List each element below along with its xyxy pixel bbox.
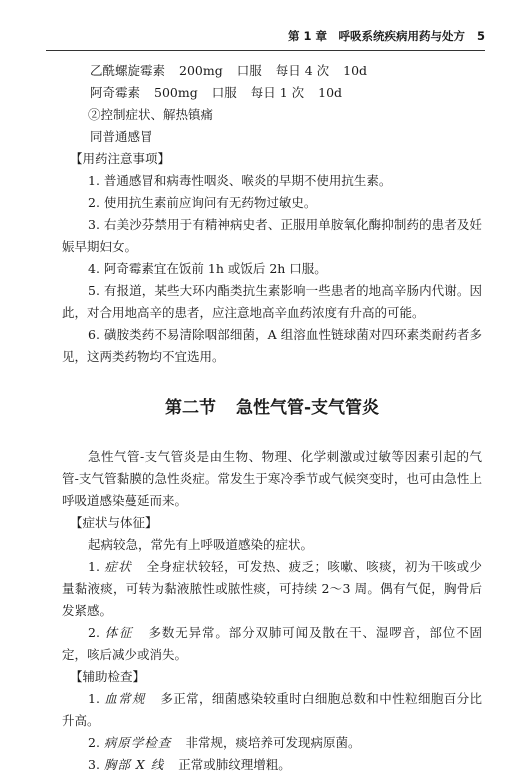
item-number: 1. bbox=[88, 559, 100, 574]
symptom-item bbox=[62, 556, 482, 622]
notes-heading: 【用药注意事项】 bbox=[70, 151, 171, 166]
exam-item bbox=[62, 732, 482, 754]
running-header bbox=[288, 28, 485, 44]
item-number: 1. bbox=[88, 691, 100, 706]
drug-name: 阿奇霉素 bbox=[90, 85, 141, 100]
item-number: 3. bbox=[88, 757, 100, 772]
drug-route: 口服 bbox=[236, 63, 262, 78]
drug-route: 口服 bbox=[211, 85, 237, 100]
item-term: 体征 bbox=[104, 625, 134, 640]
drug-line bbox=[62, 82, 482, 104]
note-item: 6. 磺胺类药不易清除咽部细菌，A 组溶血性链球菌对四环素类耐药者多见，这两类药物均不宜选用。 bbox=[62, 327, 482, 364]
section-label: 第二节 bbox=[164, 398, 216, 418]
drug-duration: 10d bbox=[318, 85, 343, 100]
drug-duration: 10d bbox=[343, 63, 368, 78]
section-title bbox=[62, 396, 482, 420]
item-number: 2. bbox=[88, 625, 100, 640]
item-text: 全身症状较轻，可发热、疲乏；咳嗽、咳痰，初为干咳或少量黏液痰，可转为黏液脓性或脓性痰，可持续 2～3 周。偶有气促，胸骨后发紧感。 bbox=[62, 559, 482, 618]
chapter-title: 第 1 章 呼吸系统疾病用药与处方 bbox=[287, 29, 465, 43]
note-item: 1. 普通感冒和病毒性咽炎、喉炎的早期不使用抗生素。 bbox=[88, 173, 392, 188]
symptoms-heading: 【症状与体征】 bbox=[70, 515, 158, 530]
subheading: ②控制症状、解热镇痛 bbox=[88, 107, 214, 122]
note-item: 3. 右美沙芬禁用于有精神病史者、正服用单胺氧化酶抑制药的患者及妊娠早期妇女。 bbox=[62, 217, 482, 254]
note-item: 2. 使用抗生素前应询问有无药物过敏史。 bbox=[88, 195, 317, 210]
item-text: 正常或肺纹理增粗。 bbox=[178, 757, 291, 772]
exams-heading: 【辅助检查】 bbox=[70, 669, 146, 684]
item-text: 非常规，痰培养可发现病原菌。 bbox=[185, 735, 361, 750]
drug-dose: 500mg bbox=[154, 85, 198, 100]
item-term: 症状 bbox=[104, 559, 133, 574]
symptoms-intro: 起病较急，常先有上呼吸道感染的症状。 bbox=[88, 537, 314, 552]
drug-frequency: 每日 1 次 bbox=[250, 85, 305, 100]
item-text: 多数无异常。部分双肺可闻及散在干、湿啰音，部位不固定，咳后减少或消失。 bbox=[62, 625, 482, 662]
item-term: 胸部 X 线 bbox=[103, 757, 165, 772]
exam-item bbox=[62, 754, 482, 776]
page-number: 5 bbox=[476, 29, 485, 43]
drug-line bbox=[62, 60, 482, 82]
drug-name: 乙酰螺旋霉素 bbox=[90, 63, 166, 78]
item-text: 多正常，细菌感染较重时白细胞总数和中性粒细胞百分比升高。 bbox=[62, 691, 482, 728]
item-term: 血常规 bbox=[104, 691, 146, 706]
item-term: 病原学检查 bbox=[103, 735, 172, 750]
drug-dose: 200mg bbox=[179, 63, 223, 78]
exam-item bbox=[62, 688, 482, 732]
symptom-item bbox=[62, 622, 482, 666]
note-item: 4. 阿奇霉素宜在饭前 1h 或饭后 2h 口服。 bbox=[88, 261, 327, 276]
header-rule bbox=[46, 50, 485, 51]
intro-paragraph: 急性气管-支气管炎是由生物、物理、化学刺激或过敏等因素引起的气管-支气管黏膜的急性炎症。常发生于寒冷季节或气候突变时，也可由急性上呼吸道感染蔓延而来。 bbox=[62, 449, 482, 508]
drug-frequency: 每日 4 次 bbox=[275, 63, 330, 78]
subheading-note: 同普通感冒 bbox=[90, 129, 153, 144]
page-body bbox=[62, 60, 482, 776]
section-name: 急性气管-支气管炎 bbox=[235, 398, 380, 418]
note-item: 5. 有报道，某些大环内酯类抗生素影响一些患者的地高辛肠内代谢。因此，对合用地高辛的患者，应注意地高辛血药浓度有升高的可能。 bbox=[62, 283, 482, 320]
item-number: 2. bbox=[88, 735, 100, 750]
